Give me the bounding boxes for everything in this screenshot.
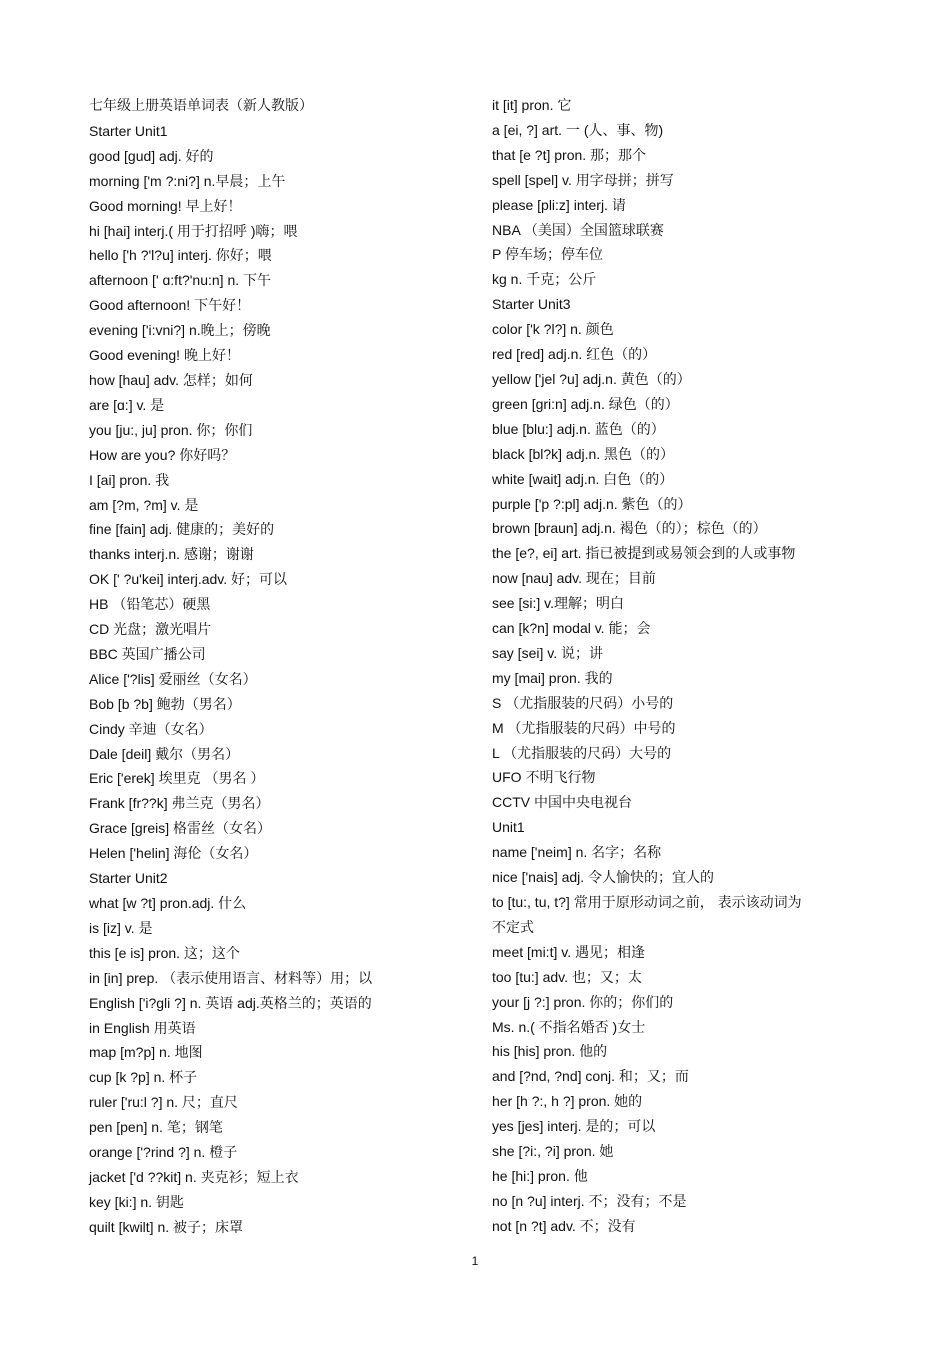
- vocab-entry: no [n ?u] interj. 不；没有；不是: [492, 1192, 687, 1209]
- vocab-entry: in English 用英语: [89, 1019, 196, 1036]
- vocab-entry: Starter Unit3: [492, 296, 571, 313]
- vocab-entry: red [red] adj.n. 红色（的）: [492, 346, 657, 363]
- vocab-entry: that [e ?t] pron. 那；那个: [492, 146, 647, 163]
- vocab-entry: please [pli:z] interj. 请: [492, 196, 626, 213]
- vocab-entry: pen [pen] n. 笔；钢笔: [89, 1119, 223, 1136]
- vocab-entry: this [e is] pron. 这；这个: [89, 944, 240, 961]
- vocab-entry: NBA （美国）全国篮球联赛: [492, 221, 664, 238]
- right-column: [492, 93, 837, 1239]
- vocab-entry: Ms. n.( 不指名婚否 )女士: [492, 1018, 646, 1035]
- vocab-entry: Unit1: [492, 819, 525, 836]
- vocab-entry: jacket ['d ??kit] n. 夹克衫；短上衣: [89, 1168, 299, 1185]
- vocab-entry: Grace [greis] 格雷丝（女名）: [89, 820, 272, 837]
- vocab-entry: in [in] prep. （表示使用语言、材料等）用；以: [89, 969, 373, 986]
- page-number: 1: [471, 1254, 479, 1268]
- vocab-entry: ruler ['ru:l ?] n. 尺；直尺: [89, 1094, 238, 1111]
- vocab-entry: her [h ?:, h ?] pron. 她的: [492, 1093, 643, 1110]
- vocab-entry: am [?m, ?m] v. 是: [89, 496, 199, 513]
- vocab-entry: thanks interj.n. 感谢；谢谢: [89, 546, 254, 563]
- vocab-entry: Alice ['?lis] 爱丽丝（女名）: [89, 670, 257, 687]
- vocab-entry: hello ['h ?'l?u] interj. 你好；喂: [89, 247, 272, 264]
- vocab-entry: are [ɑ:] v. 是: [89, 396, 165, 413]
- vocab-entry: Frank [fr??k] 弗兰克（男名）: [89, 795, 270, 812]
- vocab-entry: blue [blu:] adj.n. 蓝色（的）: [492, 420, 665, 437]
- vocab-entry: map [m?p] n. 地图: [89, 1044, 203, 1061]
- vocab-entry: CD 光盘；激光唱片: [89, 621, 212, 638]
- vocab-entry: afternoon [' ɑ:ft?'nu:n] n. 下午: [89, 272, 272, 289]
- vocab-entry: I [ai] pron. 我: [89, 471, 170, 488]
- vocab-entry: your [j ?:] pron. 你的；你们的: [492, 993, 674, 1010]
- vocab-entry: orange ['?rind ?] n. 橙子: [89, 1144, 238, 1161]
- vocab-entry: yes [jes] interj. 是的；可以: [492, 1118, 656, 1135]
- vocab-entry: L （尤指服装的尺码）大号的: [492, 744, 672, 761]
- vocab-entry: Good morning! 早上好！: [89, 197, 242, 214]
- document-title: 七年级上册英语单词表（新人教版）: [89, 97, 313, 113]
- vocab-entry: fine [fain] adj. 健康的；美好的: [89, 521, 275, 538]
- vocab-entry: Eric ['erek] 埃里克 （男名 ）: [89, 770, 265, 787]
- vocab-entry: CCTV 中国中央电视台: [492, 794, 632, 811]
- vocab-entry: he [hi:] pron. 他: [492, 1167, 588, 1184]
- vocab-entry: color ['k ?l?] n. 颜色: [492, 321, 614, 338]
- vocab-entry: brown [braun] adj.n. 褐色（的）；棕色（的）: [492, 520, 767, 537]
- vocab-entry: what [w ?t] pron.adj. 什么: [89, 895, 247, 911]
- vocab-entry: English ['i?gli ?] n. 英语 adj.英格兰的；英语的: [89, 994, 372, 1011]
- vocab-entry: white [wait] adj.n. 白色（的）: [492, 470, 674, 487]
- vocab-entry: Starter Unit2: [89, 870, 168, 887]
- vocabulary-list-right: [492, 93, 837, 1239]
- vocab-entry: S （尤指服装的尺码）小号的: [492, 694, 674, 711]
- vocab-entry: Helen ['helin] 海伦（女名）: [89, 845, 258, 862]
- vocab-entry: key [ki:] n. 钥匙: [89, 1193, 184, 1210]
- vocab-entry: hi [hai] interj.( 用于打招呼 )嗨；喂: [89, 222, 298, 239]
- vocab-entry: Cindy 辛迪（女名）: [89, 720, 213, 737]
- vocab-entry: not [n ?t] adv. 不；没有: [492, 1217, 636, 1234]
- vocab-entry: see [si:] v.理解；明白: [492, 595, 624, 612]
- vocab-entry: nice ['nais] adj. 令人愉快的；宜人的: [492, 869, 715, 886]
- vocab-entry: kg n. 千克；公斤: [492, 271, 597, 288]
- vocab-entry: Good evening! 晚上好！: [89, 347, 240, 364]
- vocab-entry: too [tu:] adv. 也；又；太: [492, 968, 642, 985]
- vocab-entry: can [k?n] modal v. 能；会: [492, 620, 651, 637]
- vocab-entry: morning ['m ?:ni?] n.早晨；上午: [89, 172, 286, 189]
- vocab-entry: it [it] pron. 它: [492, 97, 572, 113]
- vocab-entry: Good afternoon! 下午好！: [89, 297, 251, 314]
- vocab-entry: UFO 不明飞行物: [492, 769, 596, 786]
- vocab-entry: purple ['p ?:pl] adj.n. 紫色（的）: [492, 495, 692, 512]
- vocab-entry: good [gud] adj. 好的: [89, 147, 214, 164]
- vocab-entry: his [his] pron. 他的: [492, 1043, 608, 1060]
- vocab-entry: and [?nd, ?nd] conj. 和；又；而: [492, 1068, 689, 1085]
- vocab-entry: How are you? 你好吗？: [89, 446, 236, 463]
- vocab-entry: P 停车场；停车位: [492, 246, 603, 263]
- vocab-entry: meet [mi:t] v. 遇见；相逢: [492, 943, 645, 960]
- vocab-entry: Dale [deil] 戴尔（男名）: [89, 745, 240, 762]
- vocabulary-list-left: [89, 119, 469, 1240]
- vocab-entry: spell [spel] v. 用字母拼；拼写: [492, 171, 674, 188]
- vocab-entry: how [hau] adv. 怎样；如何: [89, 371, 253, 388]
- vocab-entry: name ['neim] n. 名字；名称: [492, 844, 662, 861]
- vocab-entry: green [gri:n] adj.n. 绿色（的）: [492, 395, 679, 412]
- vocab-entry: to [tu:, tu, t?] 常用于原形动词之前， 表示该动词为: [492, 894, 802, 910]
- vocab-entry: BBC 英国广播公司: [89, 645, 206, 662]
- vocab-entry: OK [' ?u'kei] interj.adv. 好；可以: [89, 571, 288, 588]
- vocab-entry: say [sei] v. 说；讲: [492, 644, 603, 661]
- vocab-entry: cup [k ?p] n. 杯子: [89, 1069, 198, 1086]
- vocab-entry: a [ei, ?] art. 一 (人、事、物): [492, 121, 664, 138]
- vocab-entry: evening ['i:vni?] n.晚上；傍晚: [89, 322, 271, 339]
- vocab-entry: HB （铅笔芯）硬黑: [89, 596, 211, 613]
- vocab-entry: my [mai] pron. 我的: [492, 669, 613, 686]
- vocab-entry: Starter Unit1: [89, 122, 168, 139]
- vocab-entry: Bob [b ?b] 鲍勃（男名）: [89, 695, 241, 712]
- left-column: [89, 93, 469, 1240]
- vocab-entry: black [bl?k] adj.n. 黑色（的）: [492, 445, 675, 462]
- vocab-entry: quilt [kwilt] n. 被子；床罩: [89, 1218, 244, 1235]
- vocab-entry: is [iz] v. 是: [89, 919, 153, 936]
- vocab-entry: the [e?, ei] art. 指已被提到或易领会到的人或事物: [492, 545, 796, 562]
- vocab-entry: now [nau] adv. 现在；目前: [492, 570, 656, 587]
- vocab-entry: 不定式: [492, 918, 534, 935]
- vocab-entry: M （尤指服装的尺码）中号的: [492, 719, 676, 736]
- vocab-entry: you [ju:, ju] pron. 你；你们: [89, 421, 253, 438]
- vocab-entry: yellow ['jel ?u] adj.n. 黄色（的）: [492, 370, 691, 387]
- vocab-entry: she [?i:, ?i] pron. 她: [492, 1143, 614, 1160]
